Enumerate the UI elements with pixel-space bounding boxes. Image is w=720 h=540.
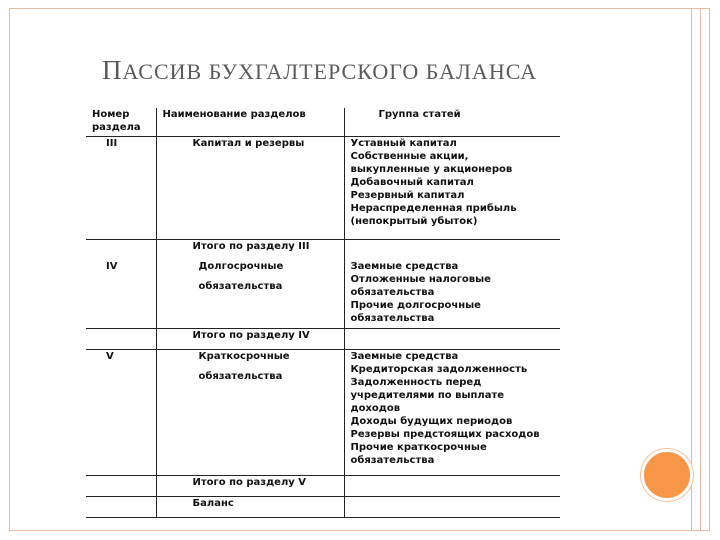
header-section-name: Наименование разделов <box>156 108 344 137</box>
frame-outer-line <box>700 8 701 531</box>
slide-title: ПАССИВ БУХГАЛТЕРСКОГО БАЛАНСА <box>102 55 538 85</box>
header-section-number: Номер раздела <box>86 108 156 137</box>
table-row-balance: Баланс <box>86 497 560 518</box>
table-row-section-4: IV Итого по разделу III Долгосрочные обязательства Заемные средства Отложенные налоговые обязательства Прочие долгосрочные обязательства <box>86 240 560 329</box>
table-row-section-3: III Капитал и резервы Уставный капитал Собственные акции, выкупленные у акционеров Добавочный капитал Резервный капитал Нераспределенная прибыль (непокрытый убыток) <box>86 137 560 240</box>
decorative-orange-circle <box>641 449 693 501</box>
table-row-total-4: Итого по разделу IV <box>86 329 560 350</box>
frame-inner-line <box>691 8 692 531</box>
balance-table <box>86 108 560 518</box>
header-item-group: Группа статей <box>344 108 560 137</box>
table-row-section-5: V Краткосрочные обязательства Заемные средства Кредиторская задолженность Задолженность перед учредителями по выплате доходов Доходы будущих периодов Резервы предстоящих расходов Прочие краткосрочные обязательства <box>86 350 560 476</box>
table-header-row <box>86 108 560 137</box>
table-row-total-5: Итого по разделу V <box>86 476 560 497</box>
